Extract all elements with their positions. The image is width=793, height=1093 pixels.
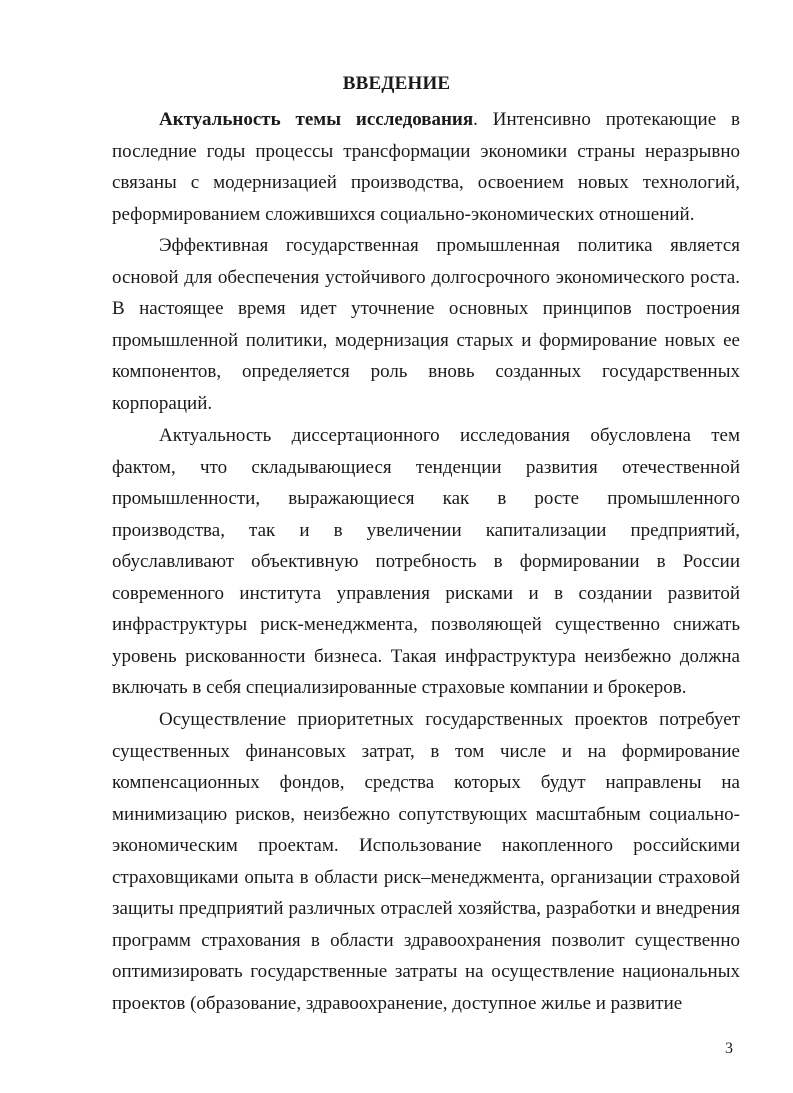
paragraph-text: . Интенсивно протекающие в последние годы процессы трансформации экономики страны неразрывно связаны с модернизацией производства, освоением новых технологий, реформированием сложившихся социально-экономических отношений.: [112, 109, 740, 225]
paragraph-relevance: [112, 104, 740, 230]
section-heading: ВВЕДЕНИЕ: [342, 73, 451, 94]
paragraph-lead-bold: Актуальность темы исследования: [159, 109, 474, 130]
paragraph-state-projects: [112, 704, 740, 1019]
paragraph-industrial-policy: [112, 230, 740, 419]
paragraph-text: Актуальность диссертационного исследования обусловлена тем фактом, что складывающиеся тенденции развития отечественной промышленности, выражающиеся как в росте промышленного производства, так и в увеличении капитализации предприятий, обуславливают объективную потребность в формировании в России современного института управления рисками и в создании развитой инфраструктуры риск-менеджмента, позволяющей существенно снижать уровень рискованности бизнеса. Такая инфраструктура неизбежно должна включать в себя специализированные страховые компании и брокеров.: [112, 425, 740, 698]
page-number: 3: [725, 1040, 733, 1057]
paragraph-text: Эффективная государственная промышленная политика является основой для обеспечения устойчивого долгосрочного экономического роста. В настоящее время идет уточнение основных принципов построения промышленной политики, модернизация старых и формирование новых ее компонентов, определяется роль вновь созданных государственных корпораций.: [112, 235, 740, 414]
paragraph-text: Осуществление приоритетных государственных проектов потребует существенных финансовых затрат, в том числе и на формирование компенсационных фондов, средства которых будут направлены на минимизацию рисков, неизбежно сопутствующих масштабным социально-экономическим проектам. Использование накопленного российскими страховщиками опыта в области риск–менеджмента, организации страховой защиты предприятий различных отраслей хозяйства, разработки и внедрения программ страхования в области здравоохранения позволит существенно оптимизировать государственные затраты на осуществление национальных проектов (образование, здравоохранение, доступное жилье и развитие: [112, 709, 740, 1014]
paragraph-dissertation-relevance: [112, 420, 740, 704]
